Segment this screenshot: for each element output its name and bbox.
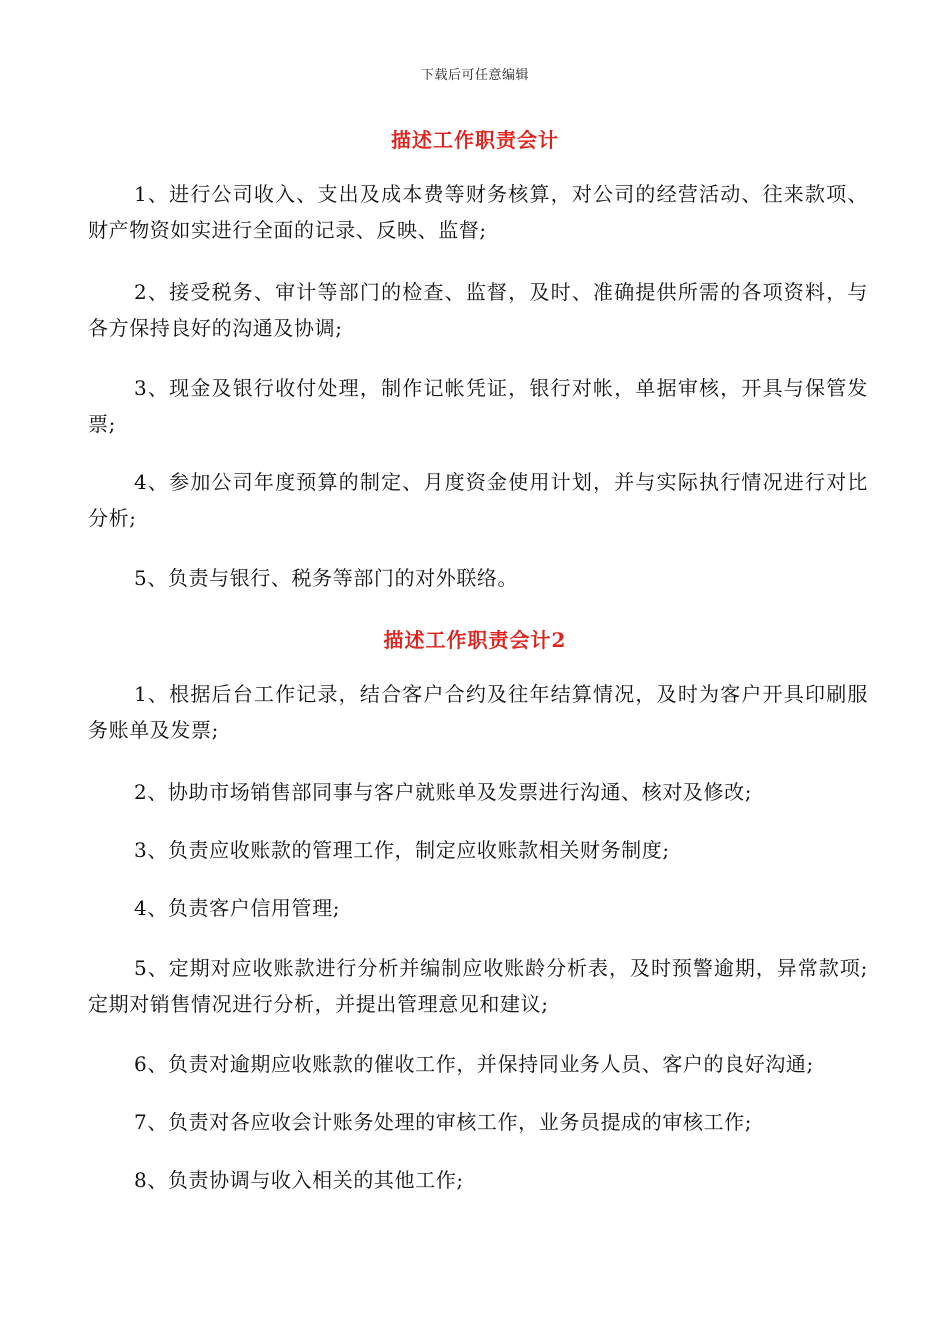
section2-item-5: 5、定期对应收账款进行分析并编制应收账龄分析表，及时预警逾期，异常款项;定期对销售情况进行分析，并提出管理意见和建议; bbox=[88, 956, 868, 1016]
section2-item-2: 2、协助市场销售部同事与客户就账单及发票进行沟通、核对及修改; bbox=[134, 780, 753, 804]
section1-item-1: 1、进行公司收入、支出及成本费等财务核算，对公司的经营活动、往来款项、财产物资如实进行全面的记录、反映、监督; bbox=[88, 182, 868, 242]
header-note: 下载后可任意编辑 bbox=[420, 68, 529, 83]
section2-item-3: 3、负责应收账款的管理工作，制定应收账款相关财务制度; bbox=[134, 838, 670, 862]
section2-item-7: 7、负责对各应收会计账务处理的审核工作，业务员提成的审核工作; bbox=[134, 1110, 753, 1134]
section-title-2: 描述工作职责会计2 bbox=[383, 628, 567, 652]
section1-item-5: 5、负责与银行、税务等部门的对外联络。 bbox=[134, 566, 519, 590]
section1-item-2: 2、接受税务、审计等部门的检查、监督，及时、准确提供所需的各项资料，与各方保持良好的沟通及协调; bbox=[88, 280, 868, 340]
section2-item-4: 4、负责客户信用管理; bbox=[134, 896, 341, 920]
section2-item-8: 8、负责协调与收入相关的其他工作; bbox=[134, 1168, 464, 1192]
section1-item-3: 3、现金及银行收付处理，制作记帐凭证，银行对帐，单据审核，开具与保管发票; bbox=[88, 376, 868, 436]
section2-item-6: 6、负责对逾期应收账款的催收工作，并保持同业务人员、客户的良好沟通; bbox=[134, 1052, 814, 1076]
section1-item-4: 4、参加公司年度预算的制定、月度资金使用计划，并与实际执行情况进行对比分析; bbox=[88, 470, 868, 530]
section2-item-1: 1、根据后台工作记录，结合客户合约及往年结算情况，及时为客户开具印刷服务账单及发票; bbox=[88, 682, 868, 742]
section-title-1: 描述工作职责会计 bbox=[391, 128, 559, 152]
